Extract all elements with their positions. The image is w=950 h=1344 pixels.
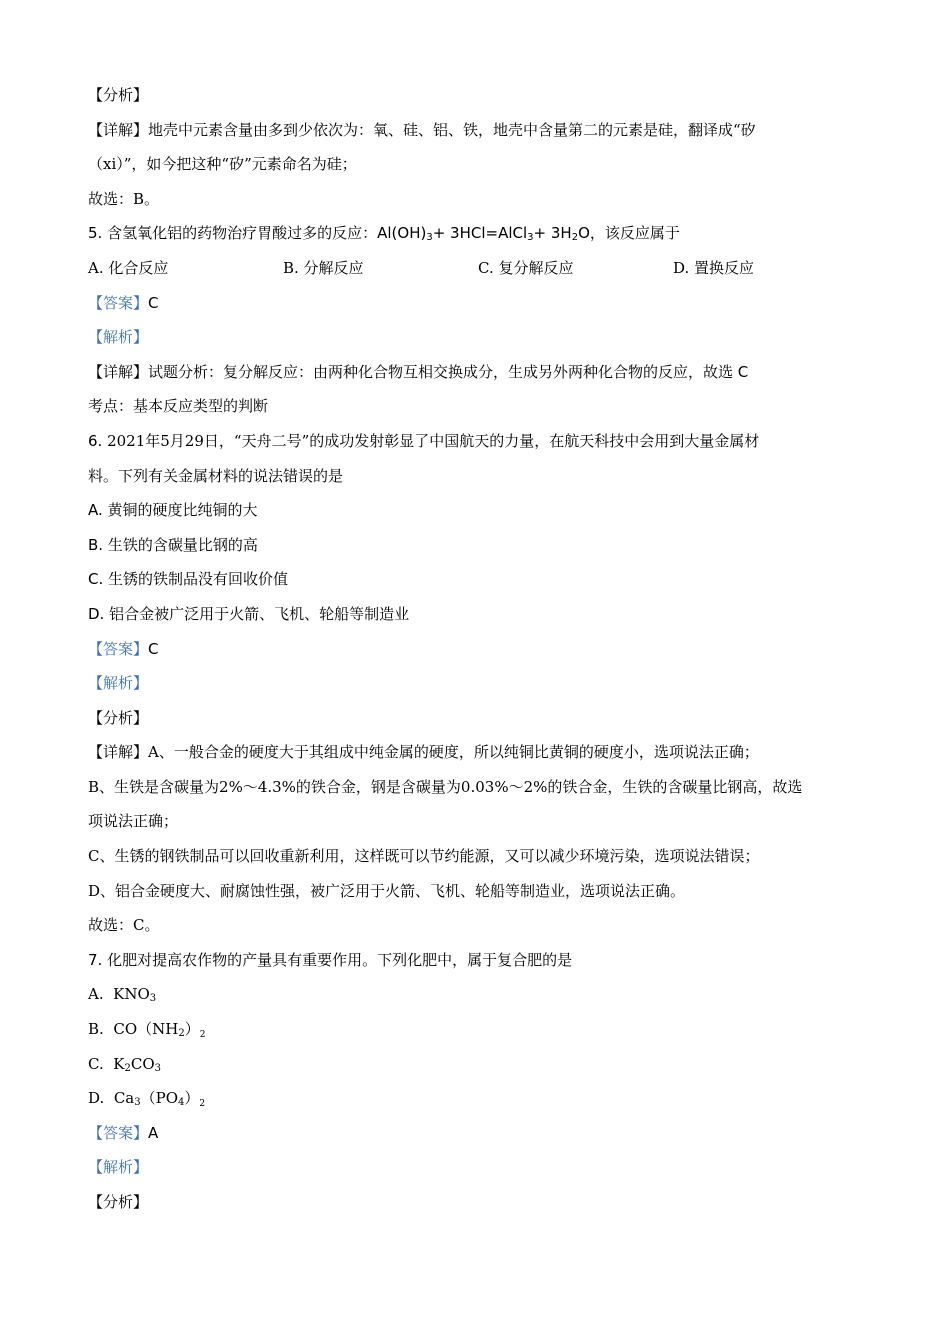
answer-tag: 【答案】: [88, 293, 149, 312]
eq-part: O: [578, 224, 590, 243]
detail-line: B、生铁是含碳量为2%～4.3%的铁合金，钢是含碳量为0.03%～2%的铁合金，生铁的含碳量比钢高，故选: [88, 777, 803, 796]
test-point-line: 考点：基本反应类型的判断: [88, 397, 269, 416]
answer-value: C: [148, 639, 159, 658]
option-letter: C.: [88, 1054, 104, 1073]
question-7: [88, 943, 878, 978]
detail-line: D、铝合金硬度大、耐腐蚀性强，被广泛用于火箭、飞机、轮船等制造业，选项说法正确。: [88, 881, 686, 900]
analysis-heading: 【分析】: [88, 86, 149, 104]
formula-part: ）: [184, 1089, 200, 1108]
detail-line: 【详解】A、一般合金的硬度大于其组成中纯金属的硬度，所以纯铜比黄铜的硬度小，选项说法正确；: [88, 743, 759, 762]
answer-value: A: [148, 1123, 159, 1142]
option-text: 生锈的铁制品没有回收价值: [108, 570, 289, 589]
option-d: [88, 597, 878, 632]
option-c: [88, 562, 878, 597]
formula-part: ）: [184, 1020, 200, 1039]
option-a: [88, 977, 878, 1012]
formula-sub: 3: [154, 1062, 162, 1074]
chemical-equation: [377, 224, 590, 242]
answer-line: [88, 1116, 878, 1151]
answer-tag: 【答案】: [88, 639, 149, 658]
formula-sub: 3: [134, 1097, 141, 1109]
conclusion-line: 故选：C。: [88, 916, 160, 935]
option-letter: A.: [88, 501, 103, 520]
formula-part: （PO: [140, 1089, 178, 1108]
formula-sub: 2: [199, 1030, 206, 1041]
explanation-tag: 【解析】: [88, 674, 149, 693]
option-b: B. 分解反应: [283, 258, 364, 277]
analysis-heading: 【分析】: [88, 1193, 149, 1211]
question-5-options: [88, 251, 878, 286]
option-d: D. 置换反应: [673, 258, 755, 277]
formula-part: KNO: [113, 985, 150, 1004]
option-b: [88, 1012, 878, 1047]
question-text: 化肥对提高农作物的产量具有重要作用。下列化肥中，属于复合肥的是: [107, 950, 573, 969]
formula-sub: 4: [178, 1097, 185, 1109]
option-letter: B.: [88, 1020, 104, 1039]
option-a: A. 化合反应: [88, 258, 169, 277]
answer-line: [88, 286, 878, 321]
detail-line: 项说法正确；: [88, 812, 179, 831]
detail-line: C、生锈的钢铁制品可以回收重新利用，这样既可以节约能源，又可以减少环境污染，选项说法错误；: [88, 847, 760, 866]
eq-part: Al(OH): [377, 224, 427, 243]
eq-part: + 3HCl=AlCl: [432, 224, 528, 243]
option-text: 铝合金被广泛用于火箭、飞机、轮船等制造业: [109, 604, 410, 623]
option-a: [88, 493, 878, 528]
question-6: [88, 424, 878, 459]
question-number: 5.: [88, 224, 103, 243]
option-letter: B.: [88, 535, 104, 554]
question-5: [88, 216, 878, 251]
explanation-tag: 【解析】: [88, 1158, 149, 1177]
eq-part: + 3H: [533, 224, 572, 243]
detail-answer: C: [737, 362, 749, 381]
question-tail: ，该反应属于: [589, 224, 680, 243]
formula-part: Ca: [113, 1089, 135, 1108]
analysis-heading: 【分析】: [88, 708, 149, 727]
question-text-cont: 料。下列有关金属材料的说法错误的是: [88, 466, 344, 485]
formula-sub: 2: [124, 1062, 131, 1074]
explanation-tag: 【解析】: [88, 328, 149, 347]
option-c: C. 复分解反应: [478, 258, 574, 277]
answer-line: [88, 632, 878, 667]
formula-sub: 2: [178, 1028, 185, 1040]
detail-line: （xi）”，如今把这种“矽”元素命名为硅；: [88, 155, 357, 174]
option-c: [88, 1047, 878, 1082]
formula-sub: 3: [149, 993, 157, 1005]
eq-sub: 2: [571, 232, 579, 244]
formula-part: CO（NH: [113, 1020, 179, 1039]
question-number: 7.: [88, 950, 103, 969]
answer-value: C: [148, 293, 159, 312]
detail-line: 【详解】地壳中元素含量由多到少依次为：氧、硅、铝、铁，地壳中含量第二的元素是硅，翻译成“矽: [88, 120, 756, 139]
question-text: 2021年5月29日，“天舟二号”的成功发射彰显了中国航天的力量，在航天科技中会用到大量金属材: [107, 431, 760, 450]
document-content: [88, 78, 878, 1220]
formula-part: K: [113, 1054, 125, 1073]
detail-text: 【详解】试题分析：复分解反应：由两种化合物互相交换成分，生成另外两种化合物的反应，故选: [88, 362, 734, 381]
eq-sub: 3: [426, 232, 433, 244]
option-text: 黄铜的硬度比纯铜的大: [107, 501, 258, 520]
option-text: 生铁的含碳量比钢的高: [107, 535, 258, 554]
option-d: [88, 1081, 878, 1116]
option-letter: C.: [88, 570, 104, 589]
answer-tag: 【答案】: [88, 1123, 149, 1142]
conclusion-line: 故选：B。: [88, 189, 160, 208]
question-number: 6.: [88, 431, 103, 450]
option-b: [88, 528, 878, 563]
option-letter: D.: [88, 1089, 105, 1108]
detail-line: [88, 355, 878, 390]
option-letter: A.: [88, 985, 104, 1004]
eq-sub: 3: [527, 232, 534, 244]
question-text: 含氢氧化铝的药物治疗胃酸过多的反应：: [107, 224, 378, 243]
formula-part: CO: [130, 1054, 155, 1073]
formula-sub: 2: [199, 1099, 206, 1110]
option-letter: D.: [88, 604, 105, 623]
